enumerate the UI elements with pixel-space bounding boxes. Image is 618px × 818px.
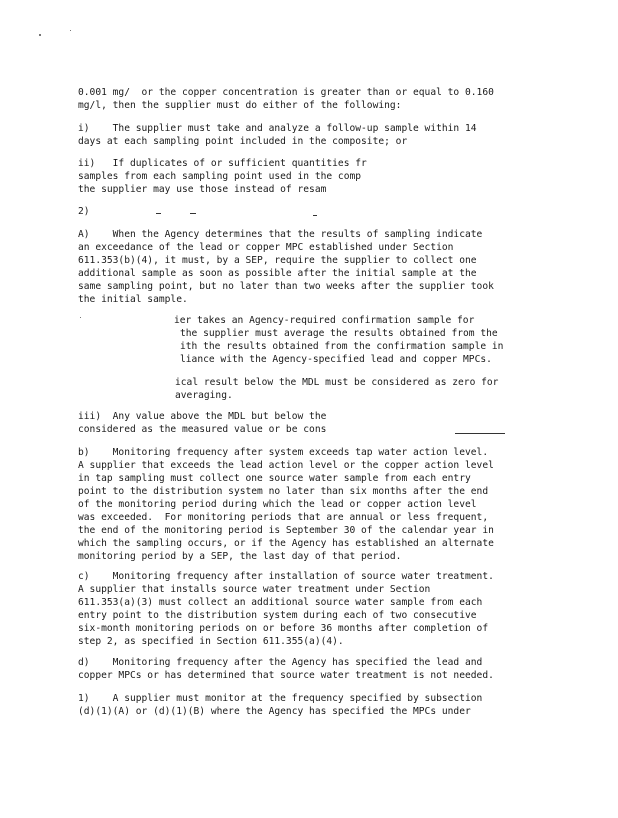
text-line: additional sample as soon as possible after the initial sample at the — [78, 268, 477, 279]
text-line: A supplier that installs source water treatment under Section — [78, 584, 431, 595]
text-line: of the monitoring period during which the lead or copper action level — [78, 499, 477, 510]
scan-speck — [70, 30, 71, 31]
text-line: point to the distribution system no later than six months after the end — [78, 486, 489, 497]
text-line: 0.001 mg/ or the copper concentration is greater than or equal to 0.160 — [78, 87, 494, 98]
text-line: 611.353(a)(3) must collect an additional source water sample from each — [78, 597, 483, 608]
scan-speck — [80, 317, 81, 318]
text-line: 2) — [78, 206, 90, 217]
text-line: the supplier may use those instead of resam — [78, 184, 327, 195]
text-line: monitoring period by a SEP, the last day of that period. — [78, 551, 402, 562]
text-line: considered as the measured value or be cons — [78, 424, 327, 435]
redaction-dash — [455, 433, 505, 434]
text-line: A) When the Agency determines that the results of sampling indicate — [78, 229, 483, 240]
text-line: an exceedance of the lead or copper MPC established under Section — [78, 242, 454, 253]
text-line: the end of the monitoring period is September 30 of the calendar year in — [78, 525, 494, 536]
text-line: the supplier must average the results obtained from the — [180, 328, 498, 339]
text-line: d) Monitoring frequency after the Agency has specified the lead and — [78, 657, 483, 668]
text-line: mg/l, then the supplier must do either of the following: — [78, 100, 402, 111]
text-line: six-month monitoring periods on or before 36 months after completion of — [78, 623, 489, 634]
redaction-dash — [190, 213, 196, 214]
text-line: averaging. — [175, 390, 233, 401]
text-line: days at each sampling point included in the composite; or — [78, 136, 408, 147]
scan-speck — [39, 34, 41, 36]
redaction-dash — [156, 213, 161, 214]
text-line: iii) Any value above the MDL but below the — [78, 411, 327, 422]
text-line: which the sampling occurs, or if the Agency has established an alternate — [78, 538, 494, 549]
text-line: entry point to the distribution system during each of two consecutive — [78, 610, 477, 621]
text-line: ical result below the MDL must be considered as zero for — [175, 377, 499, 388]
text-line: same sampling point, but no later than two weeks after the supplier took — [78, 281, 494, 292]
text-line: c) Monitoring frequency after installation of source water treatment. — [78, 571, 494, 582]
text-line: i) The supplier must take and analyze a follow-up sample within 14 — [78, 123, 477, 134]
text-line: the initial sample. — [78, 294, 188, 305]
text-line: (d)(1)(A) or (d)(1)(B) where the Agency has specified the MPCs under — [78, 706, 471, 717]
text-line: was exceeded. For monitoring periods that are annual or less frequent, — [78, 512, 489, 523]
redaction-dash — [313, 215, 317, 216]
text-line: in tap sampling must collect one source water sample from each entry — [78, 473, 471, 484]
text-line: samples from each sampling point used in the comp — [78, 171, 362, 182]
text-line: ier takes an Agency-required confirmation sample for — [174, 315, 475, 326]
text-line: copper MPCs or has determined that source water treatment is not needed. — [78, 670, 494, 681]
text-line: 1) A supplier must monitor at the frequency specified by subsection — [78, 693, 483, 704]
text-line: A supplier that exceeds the lead action level or the copper action level — [78, 460, 494, 471]
text-line: ith the results obtained from the confirmation sample in — [180, 341, 504, 352]
text-line: liance with the Agency-specified lead and copper MPCs. — [180, 354, 492, 365]
text-line: step 2, as specified in Section 611.355(a)(4). — [78, 636, 344, 647]
text-line: ii) If duplicates of or sufficient quantities fr — [78, 158, 367, 169]
text-line: 611.353(b)(4), it must, by a SEP, require the supplier to collect one — [78, 255, 477, 266]
text-line: b) Monitoring frequency after system exceeds tap water action level. — [78, 447, 489, 458]
